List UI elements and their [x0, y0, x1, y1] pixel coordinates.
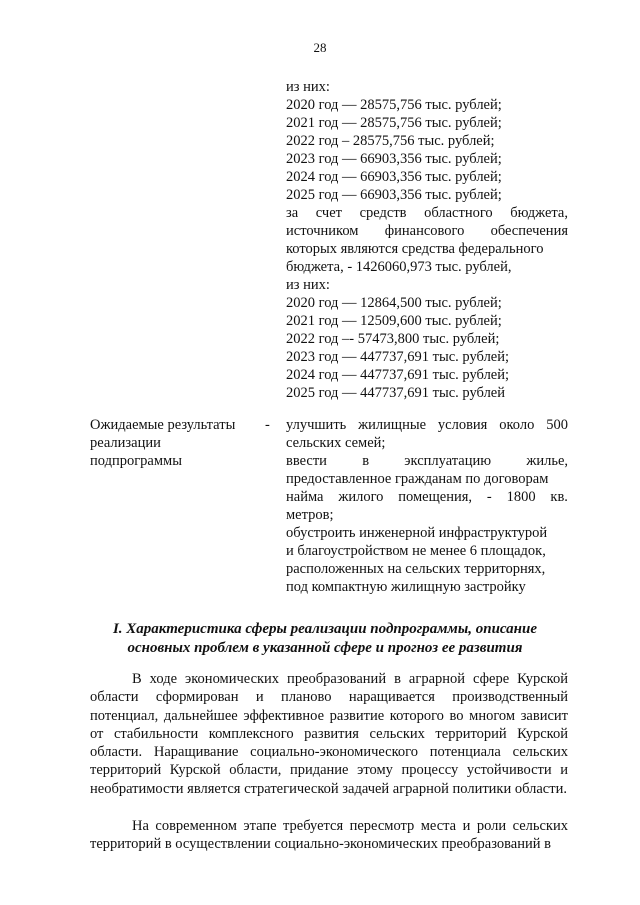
- funding-year-line: 2020 год — 28575,756 тыс. рублей;: [286, 97, 502, 113]
- results-text-line: обустроить инженерной инфраструктурой: [286, 525, 548, 541]
- funding-year-line: 2022 год –- 57473,800 тыс. рублей;: [286, 331, 500, 347]
- funding-year-line: 2020 год — 12864,500 тыс. рублей;: [286, 295, 502, 311]
- funding-year-line: 2021 год — 28575,756 тыс. рублей;: [286, 115, 502, 131]
- results-text-line: предоставленное гражданам по договорам: [286, 471, 549, 487]
- section-heading: основных проблем в указанной сфере и прогноз ее развития: [127, 640, 523, 656]
- results-text-line: ввести в эксплуатацию жилье,: [286, 453, 568, 469]
- regional-budget-line: источником финансового обеспечения: [286, 223, 568, 239]
- funding-year-line: 2025 год — 447737,691 тыс. рублей: [286, 385, 506, 401]
- results-text-line: и благоустройством не менее 6 площадок,: [286, 543, 546, 559]
- regional-budget-line: за счет средств областного бюджета,: [286, 205, 568, 221]
- body-paragraph: В ходе экономических преобразований в аграрной сфере Курской области сформирован и планово наращивается производственный потенциал, дальнейшее эффективное развитие которого во многом зависит от стабильности комплексного развития сельских территорий Курской области. Наращивание социально-экономического потенциала сельских территорий Курской области, придание этому процессу устойчивости и необратимости является стратегической задачей аграрной политики области.: [90, 671, 568, 797]
- results-dash: -: [265, 417, 270, 433]
- funding-subheader: из них:: [286, 79, 330, 95]
- funding-year-line: 2024 год — 66903,356 тыс. рублей;: [286, 169, 502, 185]
- funding-year-line: 2025 год — 66903,356 тыс. рублей;: [286, 187, 502, 203]
- page-number: 28: [313, 40, 327, 55]
- results-label: реализации: [90, 435, 161, 451]
- results-text-line: сельских семей;: [286, 435, 386, 451]
- body-paragraph: На современном этапе требуется пересмотр места и роли сельских территорий в осуществлении социально-экономических преобразований в: [90, 818, 568, 853]
- funding-year-line: 2023 год — 66903,356 тыс. рублей;: [286, 151, 502, 167]
- results-text-line: расположенных на сельских территорнях,: [286, 561, 546, 577]
- results-label: подпрограммы: [90, 453, 182, 469]
- results-text-line: под компактную жилищную застройку: [286, 579, 526, 595]
- results-text-line: метров;: [286, 507, 334, 523]
- funding-subheader: из них:: [286, 277, 330, 293]
- funding-year-line: 2024 год — 447737,691 тыс. рублей;: [286, 367, 510, 383]
- regional-budget-line: которых являются средства федерального: [286, 241, 544, 257]
- regional-budget-line: бюджета, - 1426060,973 тыс. рублей,: [286, 259, 512, 275]
- results-label: Ожидаемые результаты: [90, 417, 236, 433]
- section-heading: I. Характеристика сферы реализации подпрограммы, описание: [112, 621, 538, 637]
- funding-year-line: 2023 год — 447737,691 тыс. рублей;: [286, 349, 510, 365]
- funding-year-line: 2022 год – 28575,756 тыс. рублей;: [286, 133, 495, 149]
- funding-year-line: 2021 год — 12509,600 тыс. рублей;: [286, 313, 502, 329]
- results-text-line: улучшить жилищные условия около 500: [286, 417, 568, 433]
- results-text-line: найма жилого помещения, - 1800 кв.: [286, 489, 568, 505]
